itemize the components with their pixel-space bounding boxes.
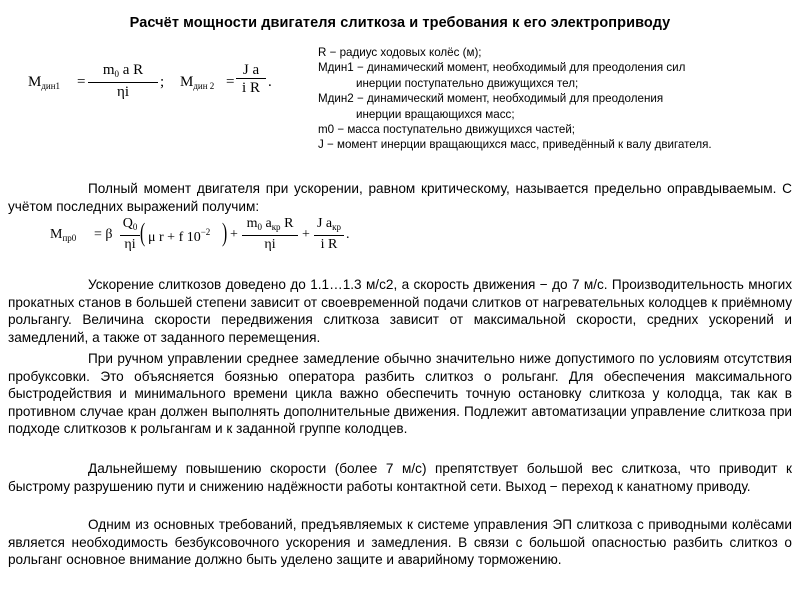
fraction-denominator: ηi: [264, 237, 276, 252]
formula-terminator: ;: [160, 74, 165, 90]
formula-subscript: кр: [271, 222, 281, 232]
formula-symbol: M: [28, 74, 42, 90]
legend-line: J − момент инерции вращающихся масс, приведённый к валу двигателя.: [318, 138, 712, 152]
paragraph: При ручном управлении среднее замедление обычно значительно ниже допустимого по условиям отсутствия пробуксовки. Это объясняется боязнью оператора разбить слиткоз о рольганг. Для обеспечения максимального быстродействия и минимального времени цикла важно обеспечить точную остановку слиткоза у колодца, так как в противном случае кран должен выполнять дополнительные движения. Подлежит автоматизации управление слиткоза при подходе слиткозов к рольгангам и к заданной группе колодцев.: [8, 351, 792, 436]
fraction-numerator-rest: R: [280, 216, 294, 231]
fraction-denominator: i R: [242, 80, 260, 96]
fraction-numerator-mid: a: [261, 216, 272, 231]
legend-line: инерции вращающихся масс;: [356, 107, 515, 121]
fraction-denominator: ηi: [116, 84, 129, 100]
formula-equals: =: [77, 74, 86, 90]
paragraph: Ускорение слиткозов доведено до 1.1…1.3 м/с2, а скорость движения − до 7 м/с. Производительность многих прокатных станов в большей степени зависит от своевременной подачи слитков от нагревательных колодцев к приёмному рольгангу. Величина скорости передвижения слиткоза зависит от максимальной скорости, средних ускорений и замедлений, а также от заданного перемещения.: [8, 277, 792, 345]
formula-terminator: .: [268, 74, 272, 90]
page-title: Расчёт мощности двигателя слиткоза и требования к его электроприводу: [129, 15, 671, 31]
formula-m-din1: [28, 62, 165, 102]
fraction-numerator: J a: [236, 62, 266, 79]
formula-symbol: M: [180, 74, 194, 90]
formula-fraction: [236, 62, 266, 97]
formula-equals: = β: [94, 227, 113, 242]
formula-subscript: 0: [132, 222, 138, 232]
paragraph: Одним из основных требований, предъявляемых к системе управления ЭП слиткоза с приводными колёсами является необходимость безбуксовочного ускорения и замедления. В связи с большой опасностью разбить слиткоз о рольганг основное внимание должно быть уделено защите и аварийному торможению.: [8, 517, 792, 567]
formula-fraction: [314, 216, 344, 254]
formula-terminator: .: [346, 227, 350, 242]
legend-line: Мдин1 − динамический момент, необходимый для преодоления сил: [318, 61, 686, 75]
fraction-numerator: Q: [122, 216, 133, 231]
formula-subscript: дин 2: [193, 81, 215, 91]
formula-plus: +: [230, 227, 238, 242]
formula-fraction: [242, 216, 298, 254]
paragraph: Дальнейшему повышению скорости (более 7 м/с) препятствует большой вес слиткоза, что приводит к быстрому разрушению пути и снижению надёжности работы контактной сети. Выход − переход к канатному приводу.: [8, 461, 792, 494]
formula-subscript: 0: [257, 222, 262, 232]
paragraph: Полный момент двигателя при ускорении, равном критическому, называется предельно оправдываемым. С учётом последних выражений получим:: [8, 181, 792, 214]
fraction-numerator-rest: a R: [119, 62, 144, 78]
formula-fraction: [88, 62, 158, 101]
formula-symbol: M: [50, 227, 63, 242]
formula-m-pr0: [50, 214, 350, 256]
formula-subscript: 0: [114, 69, 119, 79]
legend-line: m0 − масса поступательно движущихся частей;: [318, 123, 576, 137]
formula-subscript: дин1: [41, 81, 61, 91]
formula-subscript: кр: [332, 222, 342, 232]
fraction-numerator: m: [246, 216, 258, 231]
formula-equals: =: [226, 74, 235, 90]
legend-line: R − радиус ходовых колёс (м);: [318, 46, 482, 59]
fraction-denominator: i R: [320, 237, 338, 252]
paren-close: ): [222, 218, 228, 247]
fraction-denominator: ηi: [124, 237, 136, 252]
legend-line: Мдин2 − динамический момент, необходимый для преодоления: [318, 92, 664, 106]
formula-plus: +: [302, 227, 310, 242]
formula-superscript: −2: [200, 227, 211, 237]
bracket-term: μ r + f 10: [148, 230, 201, 245]
paren-open: (: [140, 218, 146, 247]
fraction-numerator: m: [102, 62, 115, 78]
variable-legend: [318, 45, 788, 153]
formula-fraction: [120, 216, 140, 254]
formula-m-din2: [180, 62, 280, 102]
fraction-numerator: J a: [316, 216, 333, 231]
legend-line: инерции поступательно движущихся тел;: [356, 76, 579, 90]
formula-subscript: пр0: [62, 233, 77, 243]
